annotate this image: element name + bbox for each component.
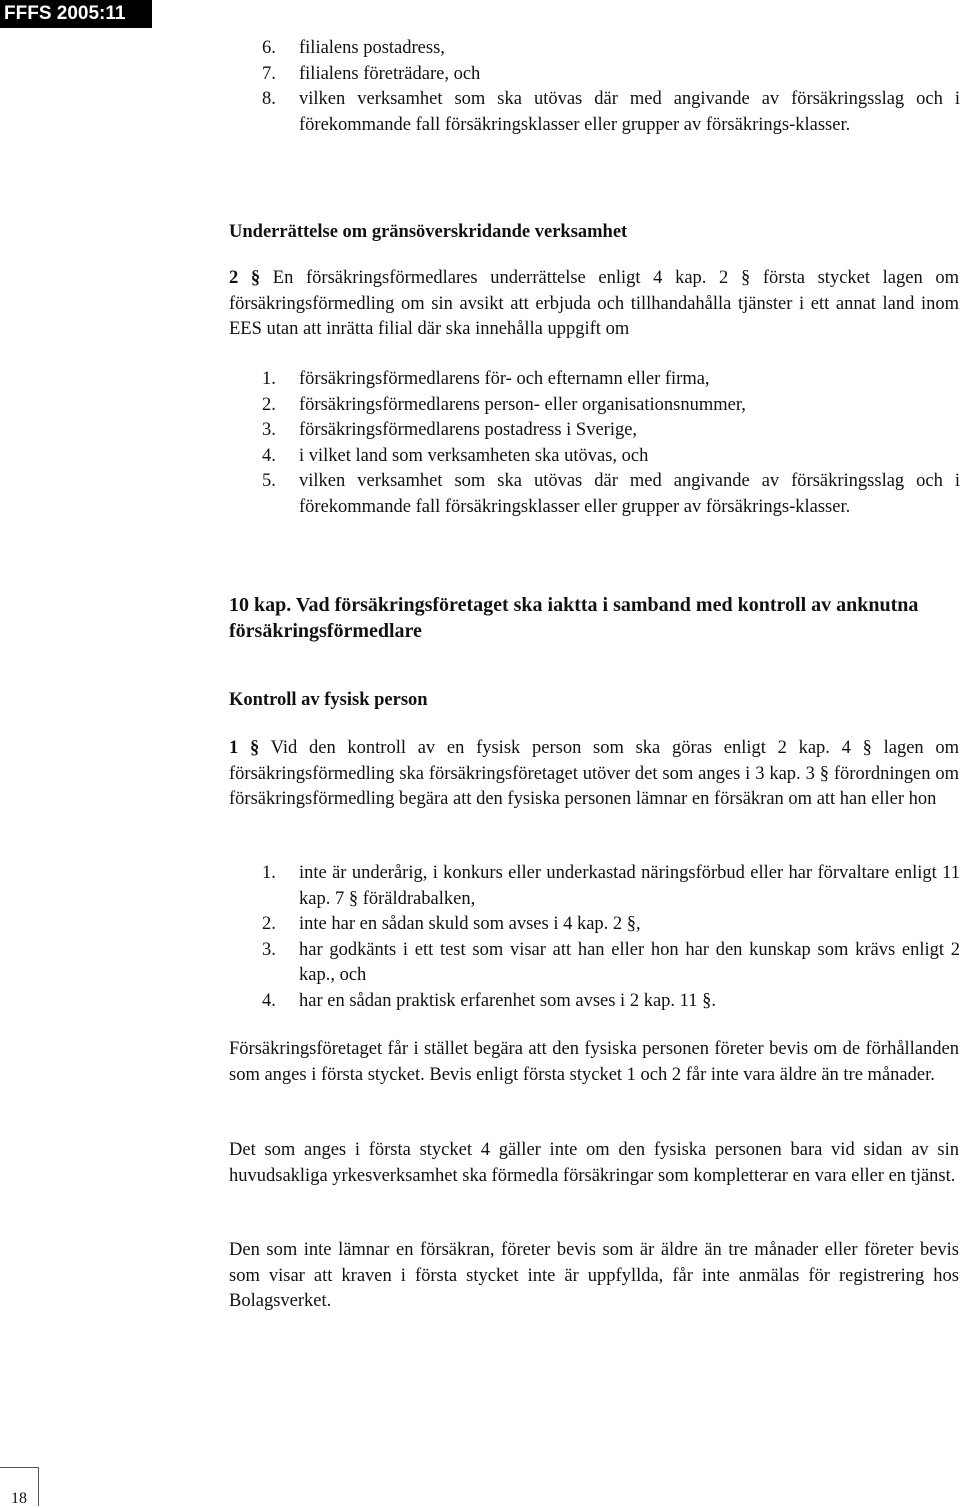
- chapter-heading: 10 kap. Vad försäkringsföretaget ska iaktta i samband med kontroll av anknutna försäkringsförmedlare: [229, 594, 919, 642]
- list-item: 6. filialens postadress,: [262, 38, 445, 58]
- section-number: 2 §: [229, 268, 261, 288]
- list-item: 1. inte är underårig, i konkurs eller underkastad näringsförbud eller har förvaltare enligt 11 kap. 7 § föräldrabalken,: [262, 863, 960, 909]
- list-item: 5. vilken verksamhet som ska utövas där med angivande av försäkringsslag och i förekommande fall försäkringsklasser eller grupper av försäkrings-klasser.: [262, 471, 960, 517]
- list-item: 3. försäkringsförmedlarens postadress i Sverige,: [262, 420, 638, 440]
- list-item: 4. i vilket land som verksamheten ska utövas, och: [262, 445, 649, 466]
- paragraph-registration: Den som inte lämnar en försäkran, företer bevis som är äldre än tre månader eller företer bevis som visar att kraven i första stycket inte är uppfyllda, får inte anmälas för registrering hos Bolagsverket.: [229, 1240, 959, 1311]
- filial-list: [262, 36, 960, 138]
- notice-content-list: [262, 367, 960, 520]
- paragraph-exception: Det som anges i första stycket 4 gäller inte om den fysiska personen bara vid sidan av sin huvudsakliga yrkesverksamhet ska förmedla försäkringar som kompletterar en vara eller en tjänst.: [229, 1140, 959, 1186]
- list-item: 2. försäkringsförmedlarens person- eller organisationsnummer,: [262, 394, 746, 415]
- list-item: 2. inte har en sådan skuld som avses i 4 kap. 2 §,: [262, 914, 641, 934]
- header-title: FFFS 2005:11: [4, 3, 126, 24]
- list-item: 4. har en sådan praktisk erfarenhet som avses i 2 kap. 11 §.: [262, 990, 716, 1011]
- section-heading-control: Kontroll av fysisk person: [229, 690, 428, 710]
- paragraph-evidence: Försäkringsföretaget får i stället begära att den fysiska personen företer bevis om de förhållanden som anges i första stycket. Bevis enligt första stycket 1 och 2 får inte vara äldre än tre månader.: [229, 1039, 959, 1085]
- document-header: [0, 0, 152, 28]
- section-heading-notice: Underrättelse om gränsöverskridande verksamhet: [229, 222, 628, 242]
- list-item: 8. vilken verksamhet som ska utövas där med angivande av försäkringsslag och i förekommande fall försäkringsklasser eller grupper av försäkrings-klasser.: [262, 89, 960, 135]
- declaration-list: [262, 861, 960, 1014]
- paragraph-section-2: 2 § En försäkringsförmedlares underrättelse enligt 4 kap. 2 § första stycket lagen om försäkringsförmedling om sin avsikt att erbjuda och tillhandahålla tjänster i ett annat land inom EES utan att inrätta filial där ska innehålla uppgift om: [229, 268, 960, 339]
- page-number: 18: [11, 1490, 27, 1507]
- paragraph-section-1: 1 § Vid den kontroll av en fysisk person som ska göras enligt 2 kap. 4 § lagen om försäkringsförmedling ska försäkringsföretaget utöver det som anges i 3 kap. 3 § förordningen om försäkringsförmedling begära att den fysiska personen lämnar en försäkran om att han eller hon: [229, 738, 960, 809]
- list-item: 7. filialens företrädare, och: [262, 63, 481, 84]
- list-item: 3. har godkänts i ett test som visar att han eller hon har den kunskap som krävs enligt 2 kap., och: [262, 939, 960, 985]
- list-item: 1. försäkringsförmedlarens för- och efternamn eller firma,: [262, 369, 710, 389]
- section-number: 1 §: [229, 738, 260, 758]
